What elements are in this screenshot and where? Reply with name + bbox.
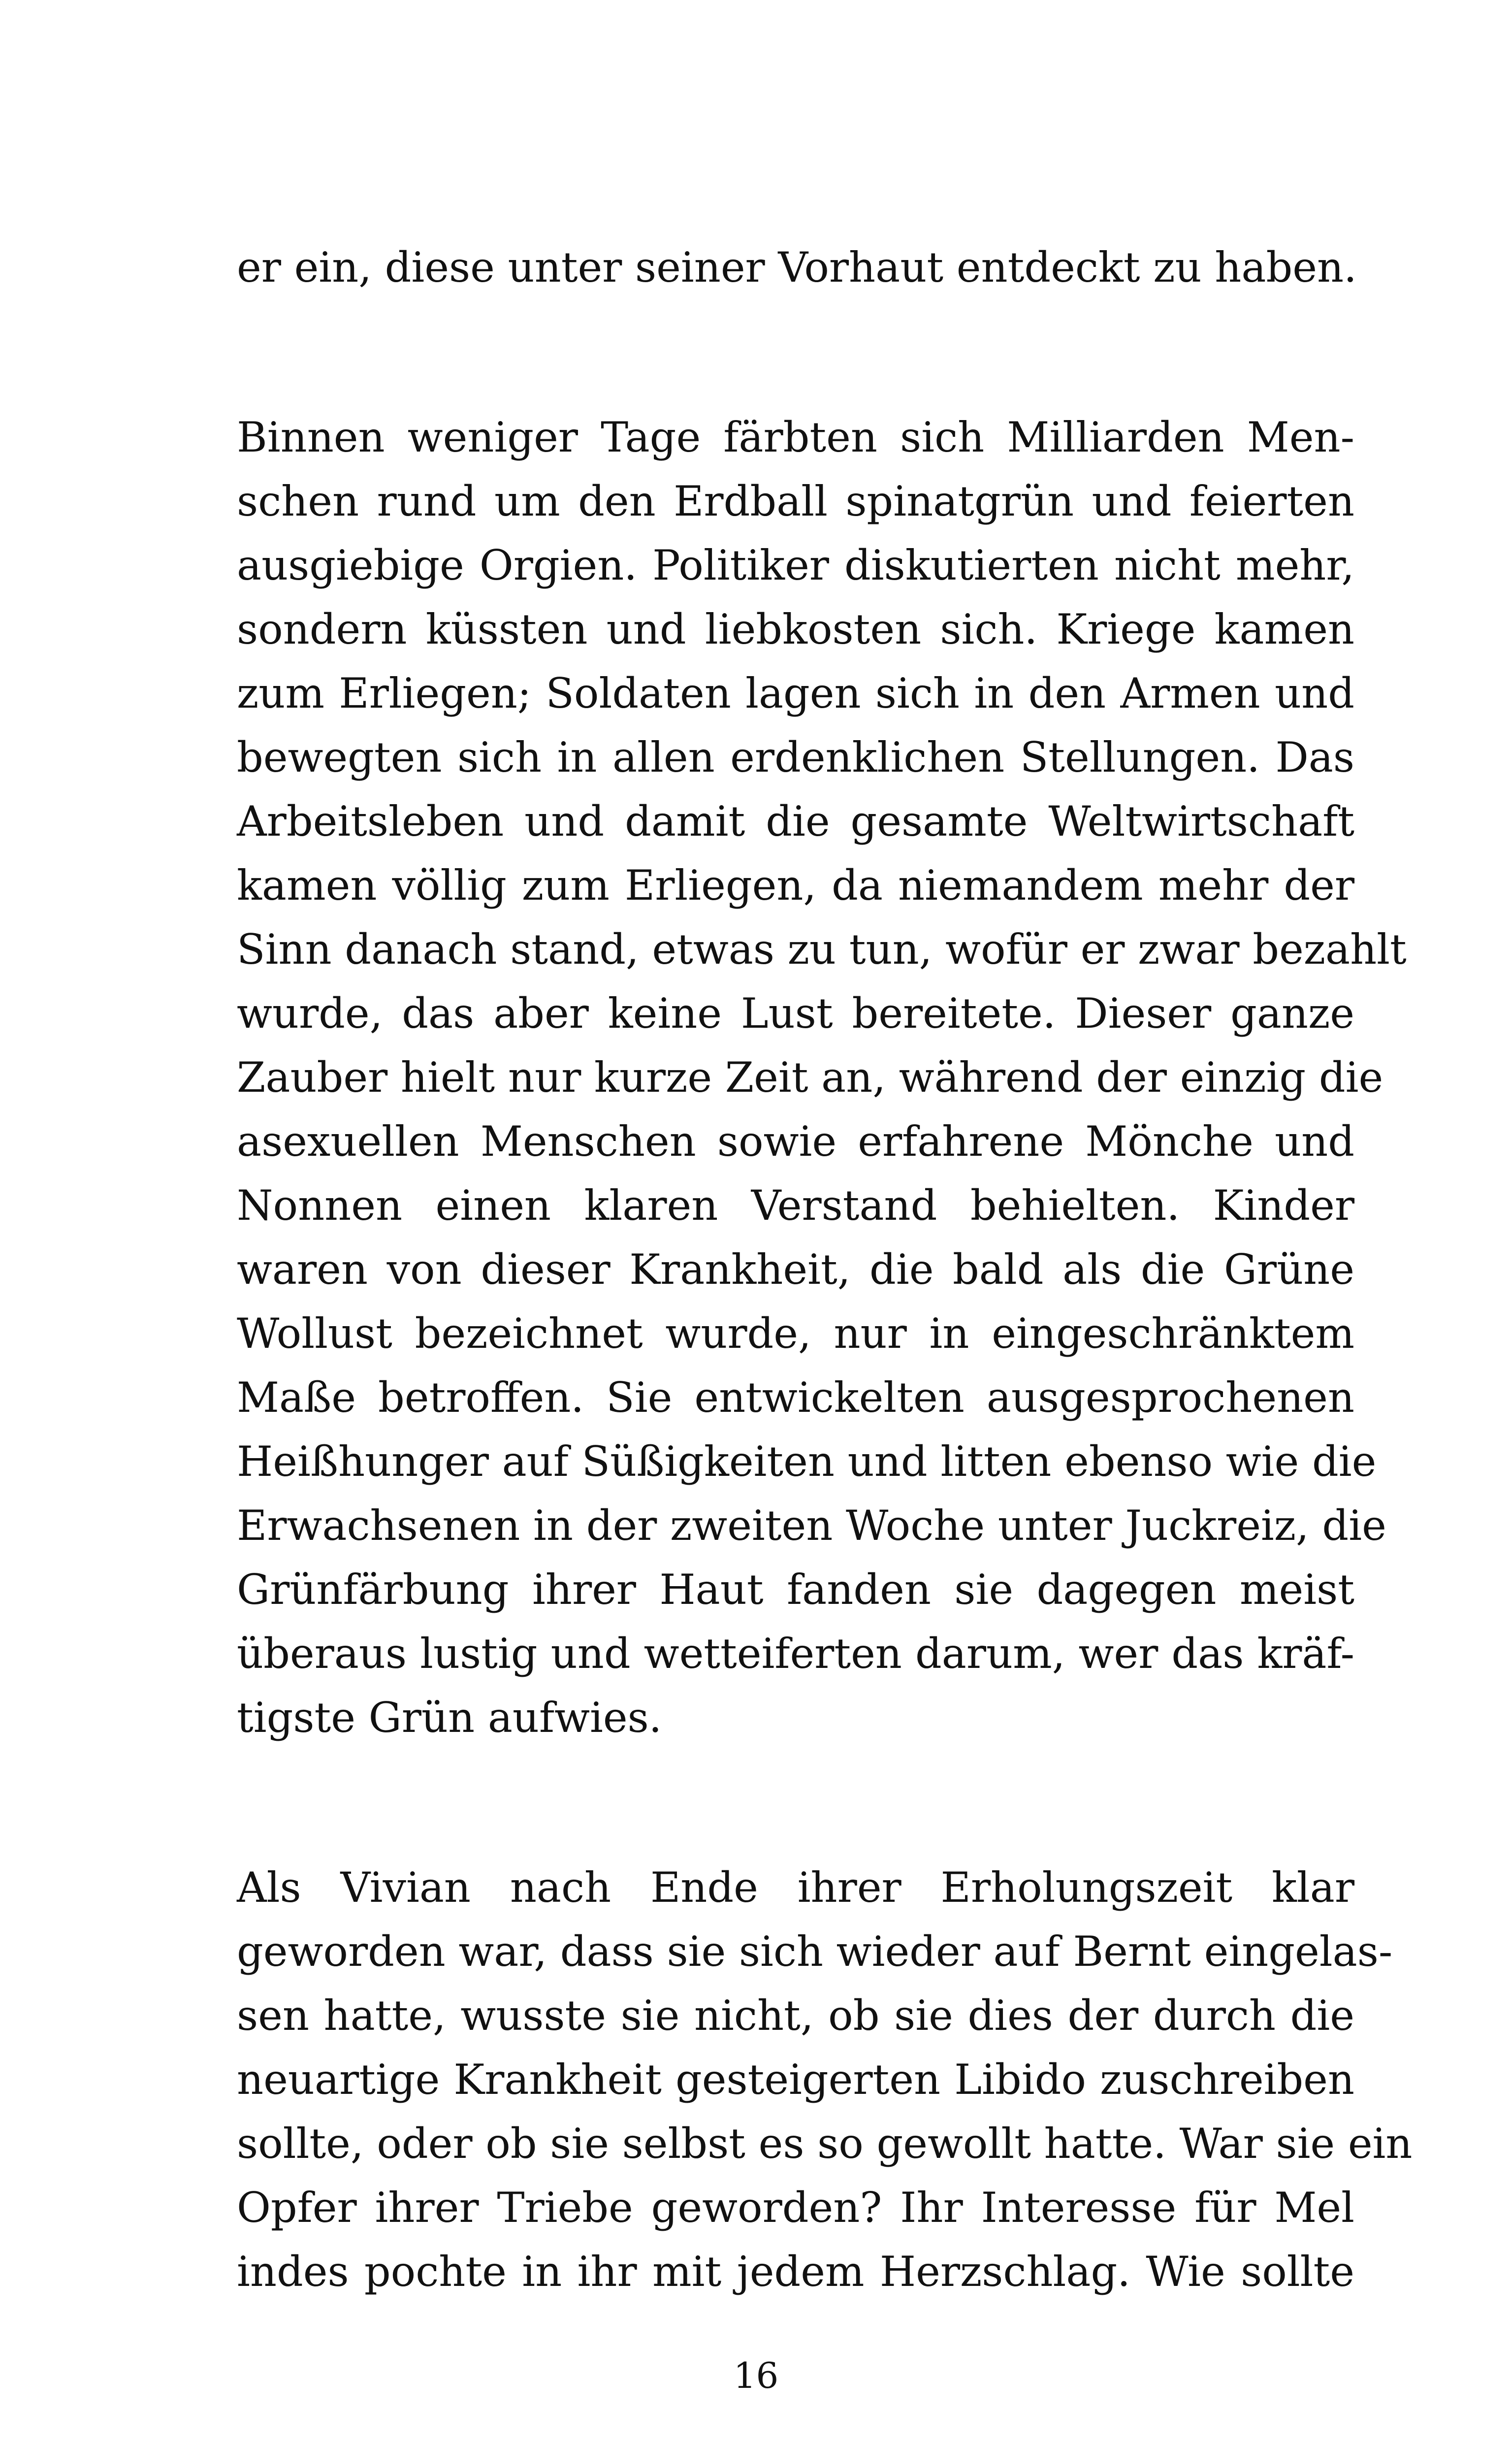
text-line: indes pochte in ihr mit jedem Herzschlag. Wie sollte — [237, 2248, 1354, 2296]
paragraph-vivian — [237, 1856, 1413, 2304]
text-line: Arbeitsleben und damit die gesamte Weltwirtschaft — [237, 797, 1354, 846]
text-line: er ein, diese unter seiner Vorhaut entdeckt zu haben. — [237, 243, 1357, 292]
text-line: waren von dieser Krankheit, die bald als die Grüne — [237, 1245, 1354, 1294]
text-line: Sinn danach stand, etwas zu tun, wofür er zwar bezahlt — [237, 925, 1407, 974]
text-line: Nonnen einen klaren Verstand behielten. Kinder — [237, 1181, 1354, 1230]
text-line: tigste Grün aufwies. — [237, 1694, 662, 1742]
text-line: überaus lustig und wetteiferten darum, wer das kräf- — [237, 1629, 1354, 1678]
text-line: bewegten sich in allen erdenklichen Stellungen. Das — [237, 733, 1354, 782]
text-line: schen rund um den Erdball spinatgrün und feierten — [237, 477, 1354, 525]
text-line: geworden war, dass sie sich wieder auf Bernt eingelas- — [237, 1927, 1393, 1976]
text-line: neuartige Krankheit gesteigerten Libido zuschreiben — [237, 2055, 1354, 2104]
text-line: zum Erliegen; Soldaten lagen sich in den Armen und — [237, 669, 1354, 717]
text-line: Grünfärbung ihrer Haut fanden sie dagegen meist — [237, 1565, 1354, 1614]
paragraph-green-lust — [237, 405, 1407, 1750]
text-line: kamen völlig zum Erliegen, da niemandem mehr der — [237, 861, 1354, 910]
text-line: ausgiebige Orgien. Politiker diskutierten nicht mehr, — [237, 541, 1354, 589]
text-line: asexuellen Menschen sowie erfahrene Mönche und — [237, 1117, 1354, 1166]
text-line: Erwachsenen in der zweiten Woche unter Juckreiz, die — [237, 1501, 1386, 1550]
text-line: Als Vivian nach Ende ihrer Erholungszeit klar — [237, 1863, 1354, 1912]
text-line: wurde, das aber keine Lust bereitete. Dieser ganze — [237, 989, 1354, 1038]
paragraph-continuation — [237, 235, 1357, 299]
page-number: 16 — [733, 2355, 779, 2396]
text-line: sollte, oder ob sie selbst es so gewollt hatte. War sie ein — [237, 2119, 1413, 2168]
text-line: Maße betroffen. Sie entwickelten ausgesprochenen — [237, 1373, 1354, 1422]
text-line: Wollust bezeichnet wurde, nur in eingeschränktem — [237, 1309, 1354, 1358]
text-line: Binnen weniger Tage färbten sich Milliarden Men- — [237, 413, 1354, 461]
text-line: Opfer ihrer Triebe geworden? Ihr Interesse für Mel — [237, 2183, 1354, 2232]
text-line: Zauber hielt nur kurze Zeit an, während der einzig die — [237, 1053, 1383, 1102]
text-line: sondern küssten und liebkosten sich. Kriege kamen — [237, 605, 1354, 653]
text-line: Heißhunger auf Süßigkeiten und litten ebenso wie die — [237, 1437, 1377, 1486]
text-line: sen hatte, wusste sie nicht, ob sie dies der durch die — [237, 1991, 1354, 2040]
